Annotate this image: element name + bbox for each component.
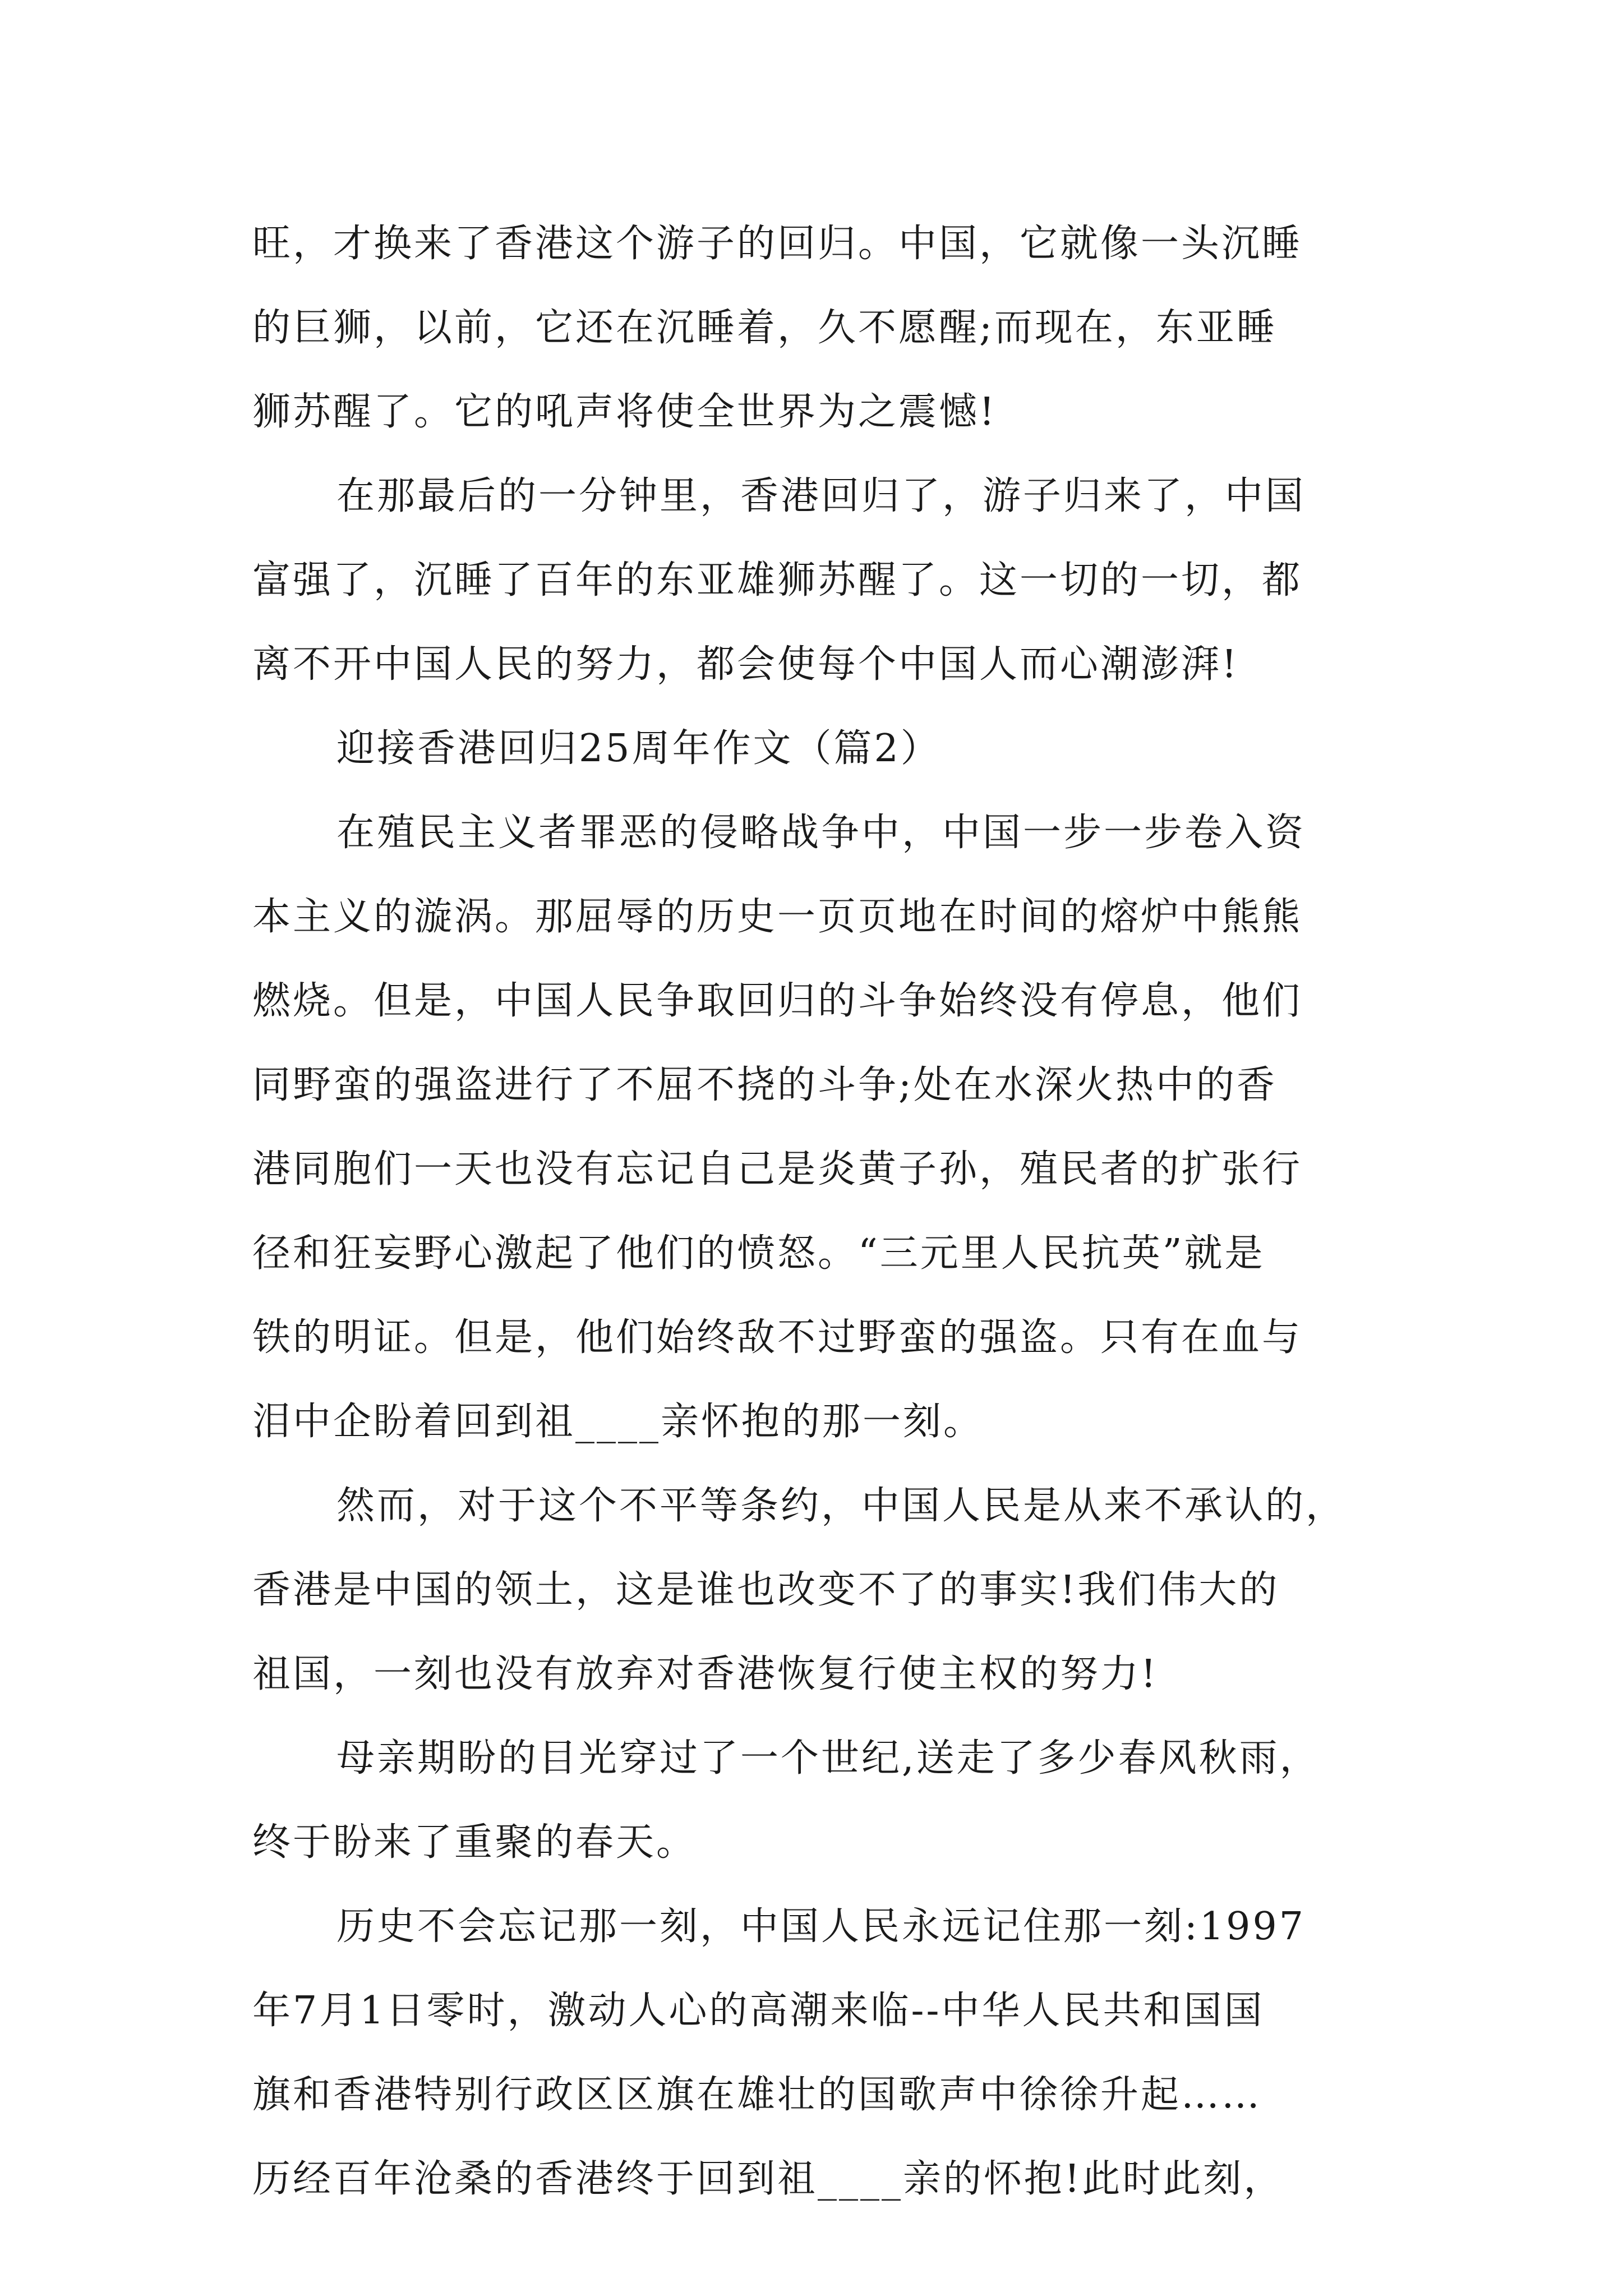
text-line: 燃烧。但是，中国人民争取回归的斗争始终没有停息，他们: [252, 979, 1303, 1023]
text-line: 离不开中国人民的努力，都会使每个中国人而心潮澎湃!: [252, 642, 1239, 687]
text-line: 铁的明证。但是，他们始终敌不过野蛮的强盗。只有在血与: [252, 1315, 1303, 1360]
text-line: 的巨狮，以前，它还在沉睡着，久不愿醒;而现在，东亚睡: [252, 306, 1277, 350]
text-line: 历史不会忘记那一刻，中国人民永远记住那一刻:1997: [336, 1904, 1306, 1949]
text-line: 香港是中国的领土，这是谁也改变不了的事实!我们伟大的: [252, 1568, 1280, 1612]
text-line: 年7月1日零时，激动人心的高潮来临--中华人民共和国国: [252, 1989, 1265, 2033]
text-line: 祖国，一刻也没有放弃对香港恢复行使主权的努力!: [252, 1652, 1159, 1696]
text-line: 在殖民主义者罪恶的侵略战争中，中国一步一步卷入资: [336, 811, 1306, 855]
document-body: [252, 202, 1380, 2221]
text-line: 富强了，沉睡了百年的东亚雄狮苏醒了。这一切的一切，都: [252, 558, 1303, 602]
text-line: 历经百年沧桑的香港终于回到祖____亲的怀抱!此时此刻，: [252, 2157, 1284, 2201]
text-line: 狮苏醒了。它的吼声将使全世界为之震憾!: [252, 390, 997, 434]
text-line: 然而，对于这个不平等条约，中国人民是从来不承认的，: [336, 1484, 1347, 1528]
text-line: 本主义的漩涡。那屈辱的历史一页页地在时间的熔炉中熊熊: [252, 895, 1303, 939]
text-line: 泪中企盼着回到祖____亲怀抱的那一刻。: [252, 1400, 984, 1444]
text-line: 终于盼来了重聚的春天。: [252, 1820, 697, 1865]
text-line: 母亲期盼的目光穿过了一个世纪,送走了多少春风秋雨，: [336, 1736, 1320, 1780]
text-line: 旗和香港特别行政区区旗在雄壮的国歌声中徐徐升起……: [252, 2073, 1262, 2117]
text-line: 同野蛮的强盗进行了不屈不挠的斗争;处在水深火热中的香: [252, 1063, 1277, 1107]
section-heading: 迎接香港回归25周年作文（篇2）: [336, 726, 941, 771]
text-line: 在那最后的一分钟里，香港回归了，游子归来了，中国: [336, 474, 1306, 518]
text-line: 港同胞们一天也没有忘记自己是炎黄子孙，殖民者的扩张行: [252, 1147, 1303, 1191]
text-line: 旺，才换来了香港这个游子的回归。中国，它就像一头沉睡: [252, 222, 1303, 266]
text-line: 径和狂妄野心激起了他们的愤怒。“三元里人民抗英”就是: [252, 1231, 1265, 1276]
